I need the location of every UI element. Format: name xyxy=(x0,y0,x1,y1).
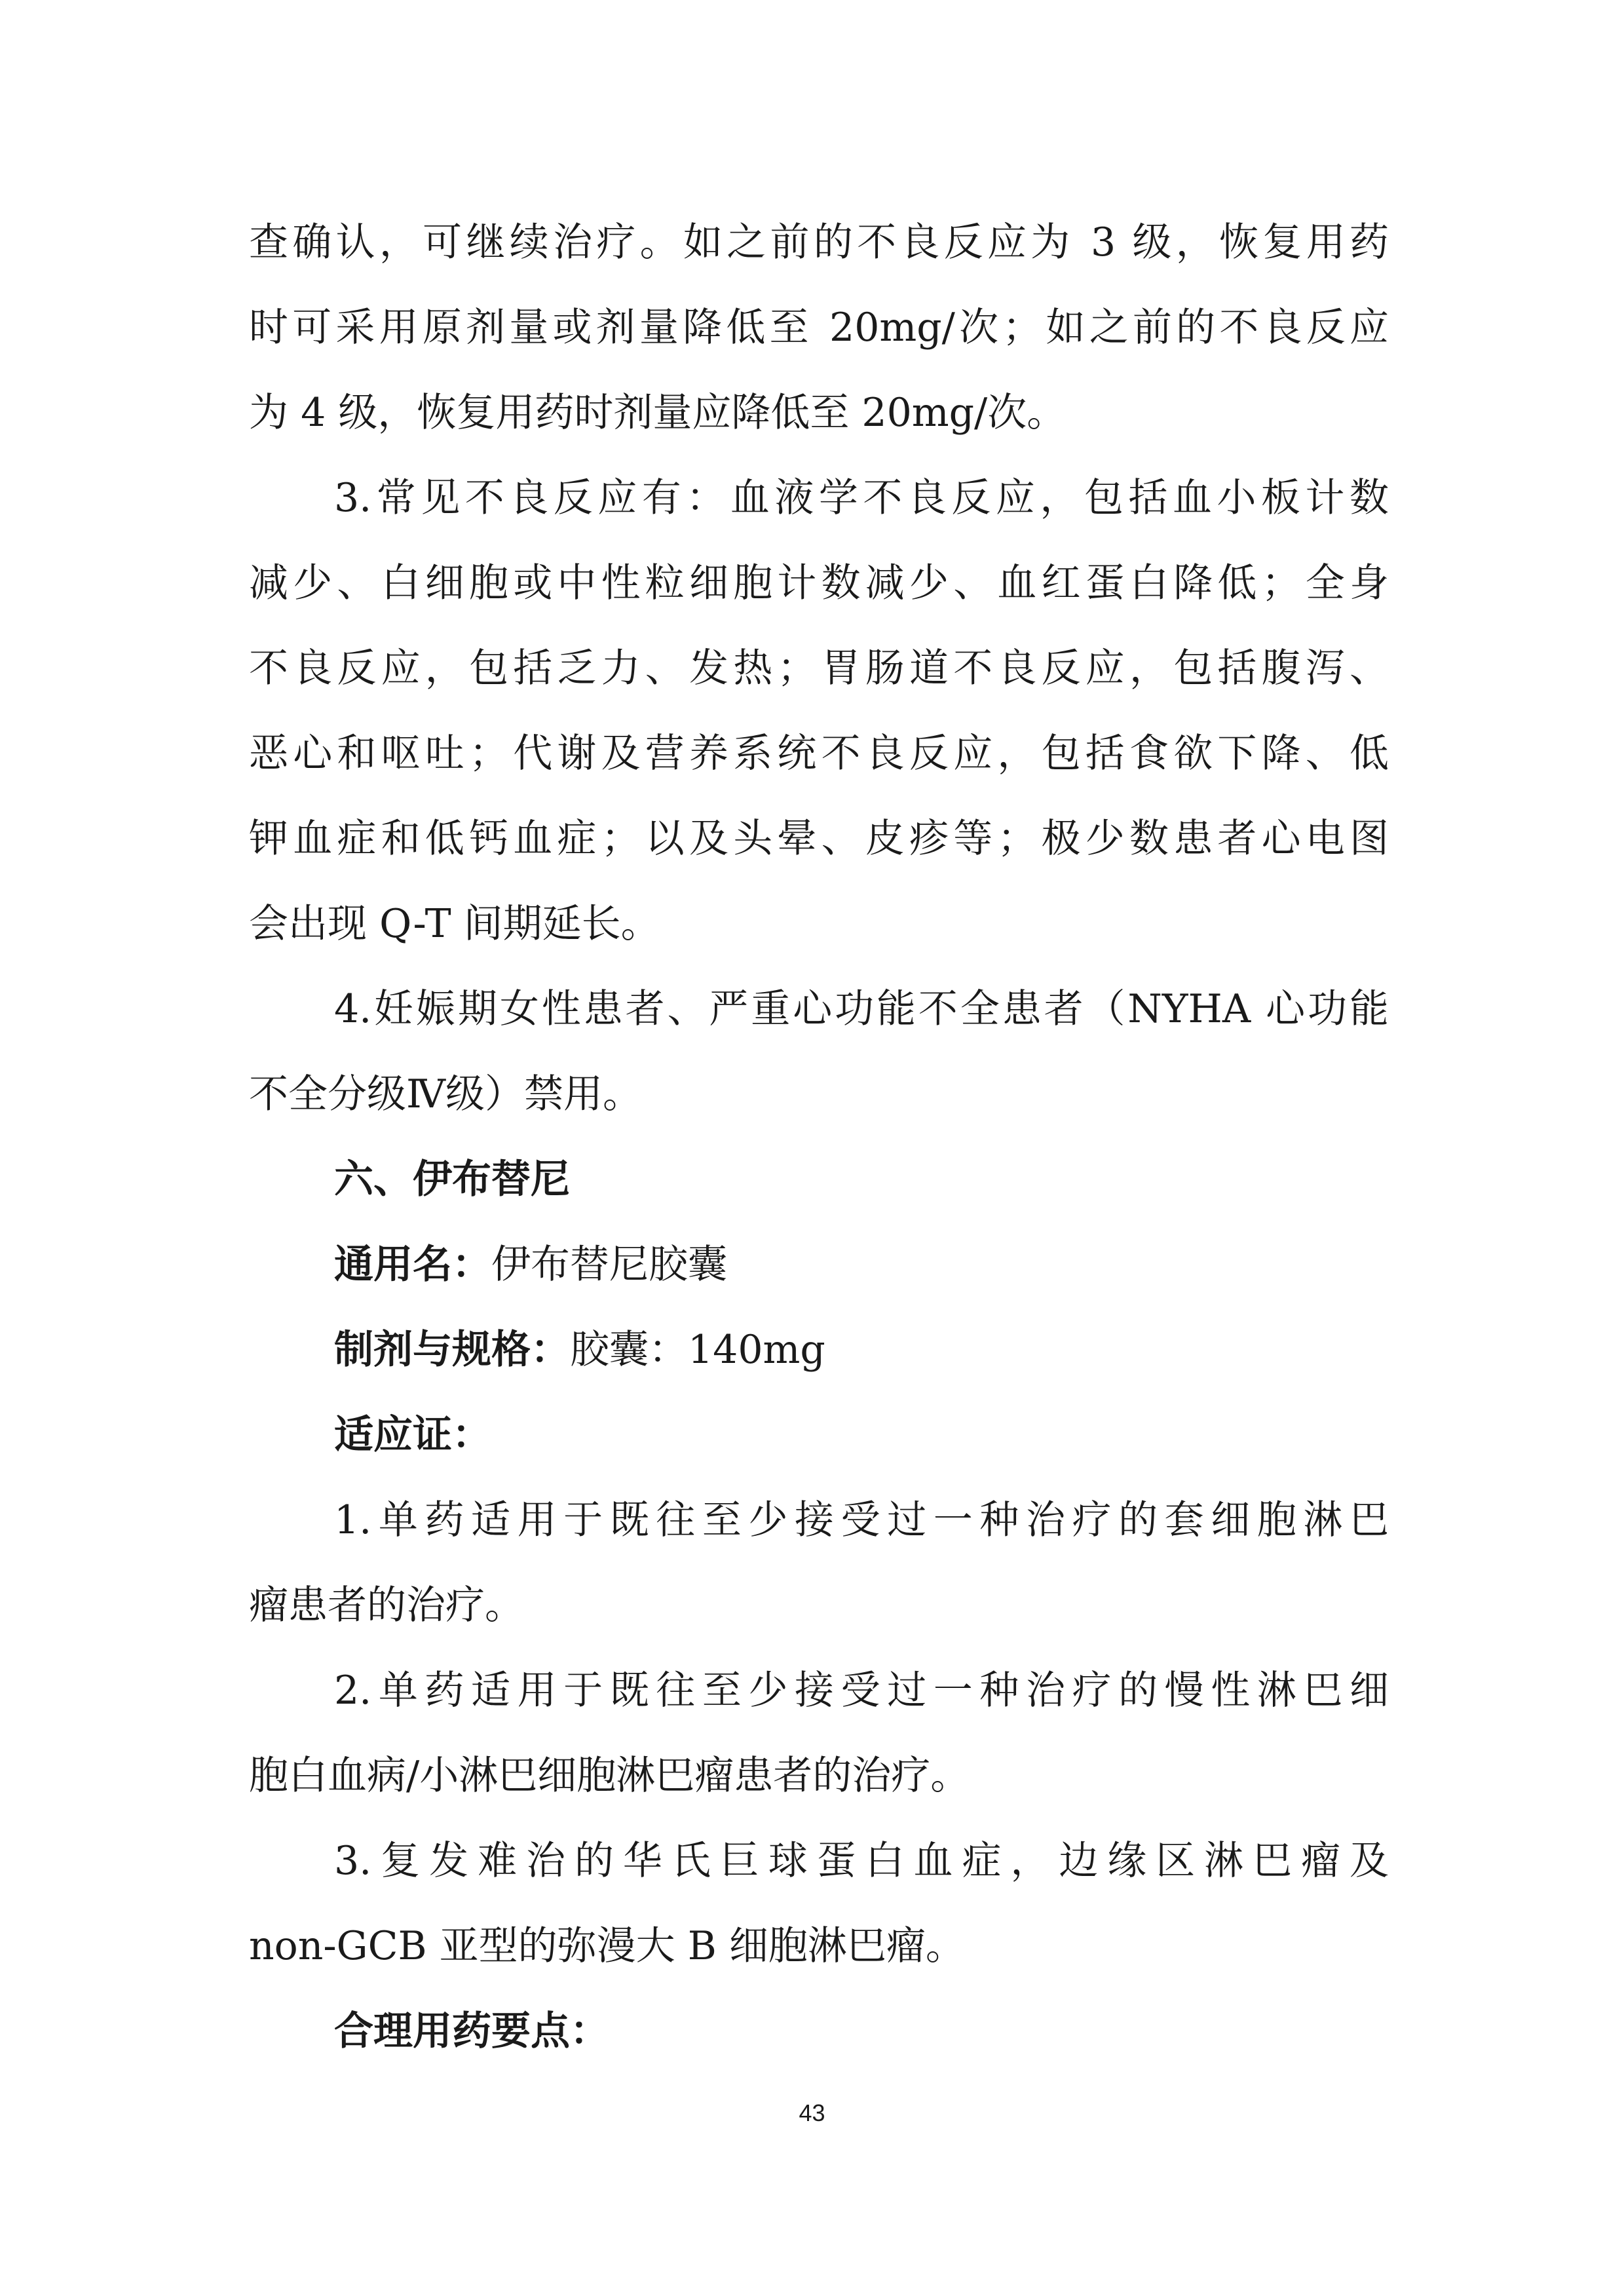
page-number: 43 xyxy=(799,2099,825,2126)
generic-name-row xyxy=(334,1232,1389,1297)
text-line: 4.妊娠期女性患者、严重心功能不全患者（NYHA 心功能 xyxy=(334,986,1389,1032)
text-line: 1.单药适用于既往至少接受过一种治疗的套细胞淋巴 xyxy=(334,1497,1389,1543)
text-line: 3.常见不良反应有：血液学不良反应，包括血小板计数 xyxy=(334,475,1389,521)
text-line: 2.单药适用于既往至少接受过一种治疗的慢性淋巴细 xyxy=(334,1668,1389,1713)
generic-name-value: 伊布替尼胶囊 xyxy=(491,1242,727,1288)
text-line: 瘤患者的治疗。 xyxy=(249,1582,524,1628)
text-line: 查确认，可继续治疗。如之前的不良反应为 3 级，恢复用药 xyxy=(249,220,1389,265)
text-line: 为 4 级，恢复用药时剂量应降低至 20mg/次。 xyxy=(249,390,1067,436)
generic-name-label: 通用名： xyxy=(334,1242,491,1288)
text-line: 时可采用原剂量或剂量降低至 20mg/次；如之前的不良反应 xyxy=(249,305,1389,351)
text-line: 会出现 Q-T 间期延长。 xyxy=(249,901,660,947)
text-line: 钾血症和低钙血症；以及头晕、皮疹等；极少数患者心电图 xyxy=(249,816,1389,862)
text-line: non-GCB 亚型的弥漫大 B 细胞淋巴瘤。 xyxy=(249,1923,965,1969)
section-heading: 六、伊布替尼 xyxy=(334,1157,570,1202)
indication-label: 适应证： xyxy=(334,1412,491,1458)
text-line: 胞白血病/小淋巴细胞淋巴瘤患者的治疗。 xyxy=(249,1753,970,1799)
spec-value: 胶囊：140mg xyxy=(570,1327,825,1373)
usage-label: 合理用药要点： xyxy=(334,2008,609,2054)
text-line: 减少、白细胞或中性粒细胞计数减少、血红蛋白降低；全身 xyxy=(249,560,1389,606)
text-line: 不全分级Ⅳ级）禁用。 xyxy=(249,1071,642,1117)
text-line: 恶心和呕吐；代谢及营养系统不良反应，包括食欲下降、低 xyxy=(249,731,1389,776)
text-line: 不良反应，包括乏力、发热；胃肠道不良反应，包括腹泻、 xyxy=(249,645,1389,691)
spec-row xyxy=(334,1317,1389,1383)
text-line: 3.复发难治的华氏巨球蛋白血症，边缘区淋巴瘤及 xyxy=(334,1838,1389,1884)
spec-label: 制剂与规格： xyxy=(334,1327,570,1373)
